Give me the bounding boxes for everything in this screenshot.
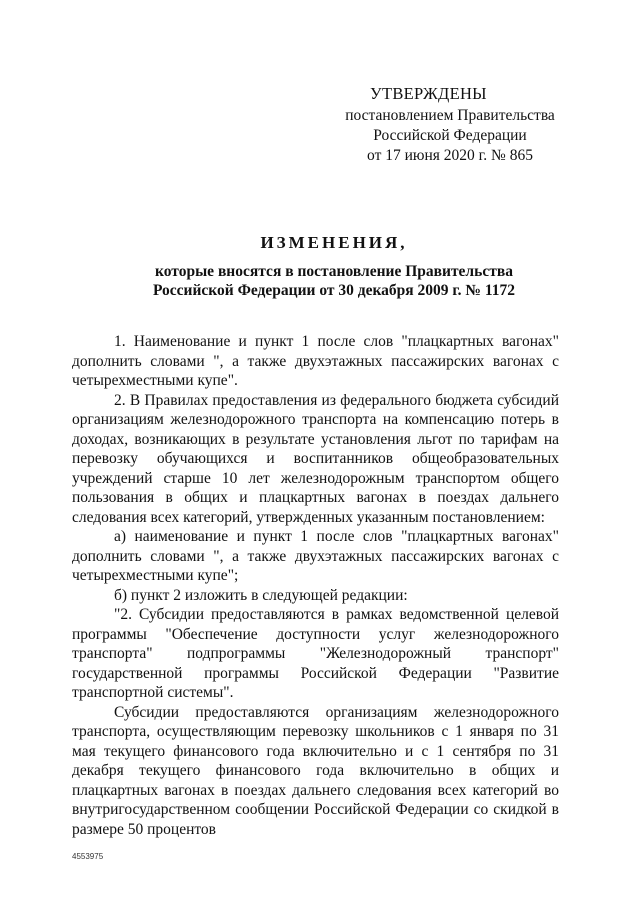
approval-line-2: Российской Федерации [373, 127, 527, 144]
paragraph-2: 2. В Правилах предоставления из федерального бюджета субсидий организациям железнодорожного транспорта на компенсацию потерь в доходах, возникающих в результате установления льгот по тарифам на перевозку обучающихся и воспитанников общеобразовательных учреждений старше 10 лет железнодорожным транспортом общего пользования в общих и плацкартных вагонах в поездах дальнего следования всех категорий, утвержденных указанным постановлением: [72, 391, 559, 526]
paragraph-3: а) наименование и пункт 1 после слов "плацкартных вагонах" дополнить словами ", а также двухэтажных пассажирских вагонах с четырехместными купе"; [72, 528, 559, 584]
document-title: ИЗМЕНЕНИЯ, [260, 233, 408, 252]
subtitle-line-2: Российской Федерации от 30 декабря 2009 г. № 1172 [152, 282, 516, 299]
approval-line-1: постановлением Правительства [345, 107, 555, 124]
paragraph-4: б) пункт 2 изложить в следующей редакции: [114, 586, 408, 604]
paragraph-6: Субсидии предоставляются организациям железнодорожного транспорта, осуществляющим перевозку школьников с 1 января по 31 мая текущего финансового года включительно и с 1 сентября по 31 декабря текущего финансового года включительно в общих и плацкартных вагонах в поездах дальнего следования всех категорий во внутригосударственном сообщении Российской Федерации со скидкой в размере 50 процентов [72, 703, 559, 838]
approval-heading: УТВЕРЖДЕНЫ [370, 84, 487, 103]
paragraph-5: "2. Субсидии предоставляются в рамках ведомственной целевой программы "Обеспечение доступности услуг железнодорожного транспорта" подпрограммы "Железнодорожный транспорт" государственной программы Российской Федерации "Развитие транспортной системы". [72, 606, 559, 701]
footer-document-code: 4553975 [72, 852, 104, 861]
document-body [72, 332, 559, 839]
document-subtitle [0, 262, 640, 300]
subtitle-line-1: которые вносятся в постановление Правительства [155, 263, 513, 280]
paragraph-1: 1. Наименование и пункт 1 после слов "плацкартных вагонах" дополнить словами ", а также двухэтажных пассажирских вагонах с четырехместными купе". [72, 333, 559, 389]
approval-block [330, 84, 570, 166]
approval-line-3: от 17 июня 2020 г. № 865 [367, 147, 533, 164]
